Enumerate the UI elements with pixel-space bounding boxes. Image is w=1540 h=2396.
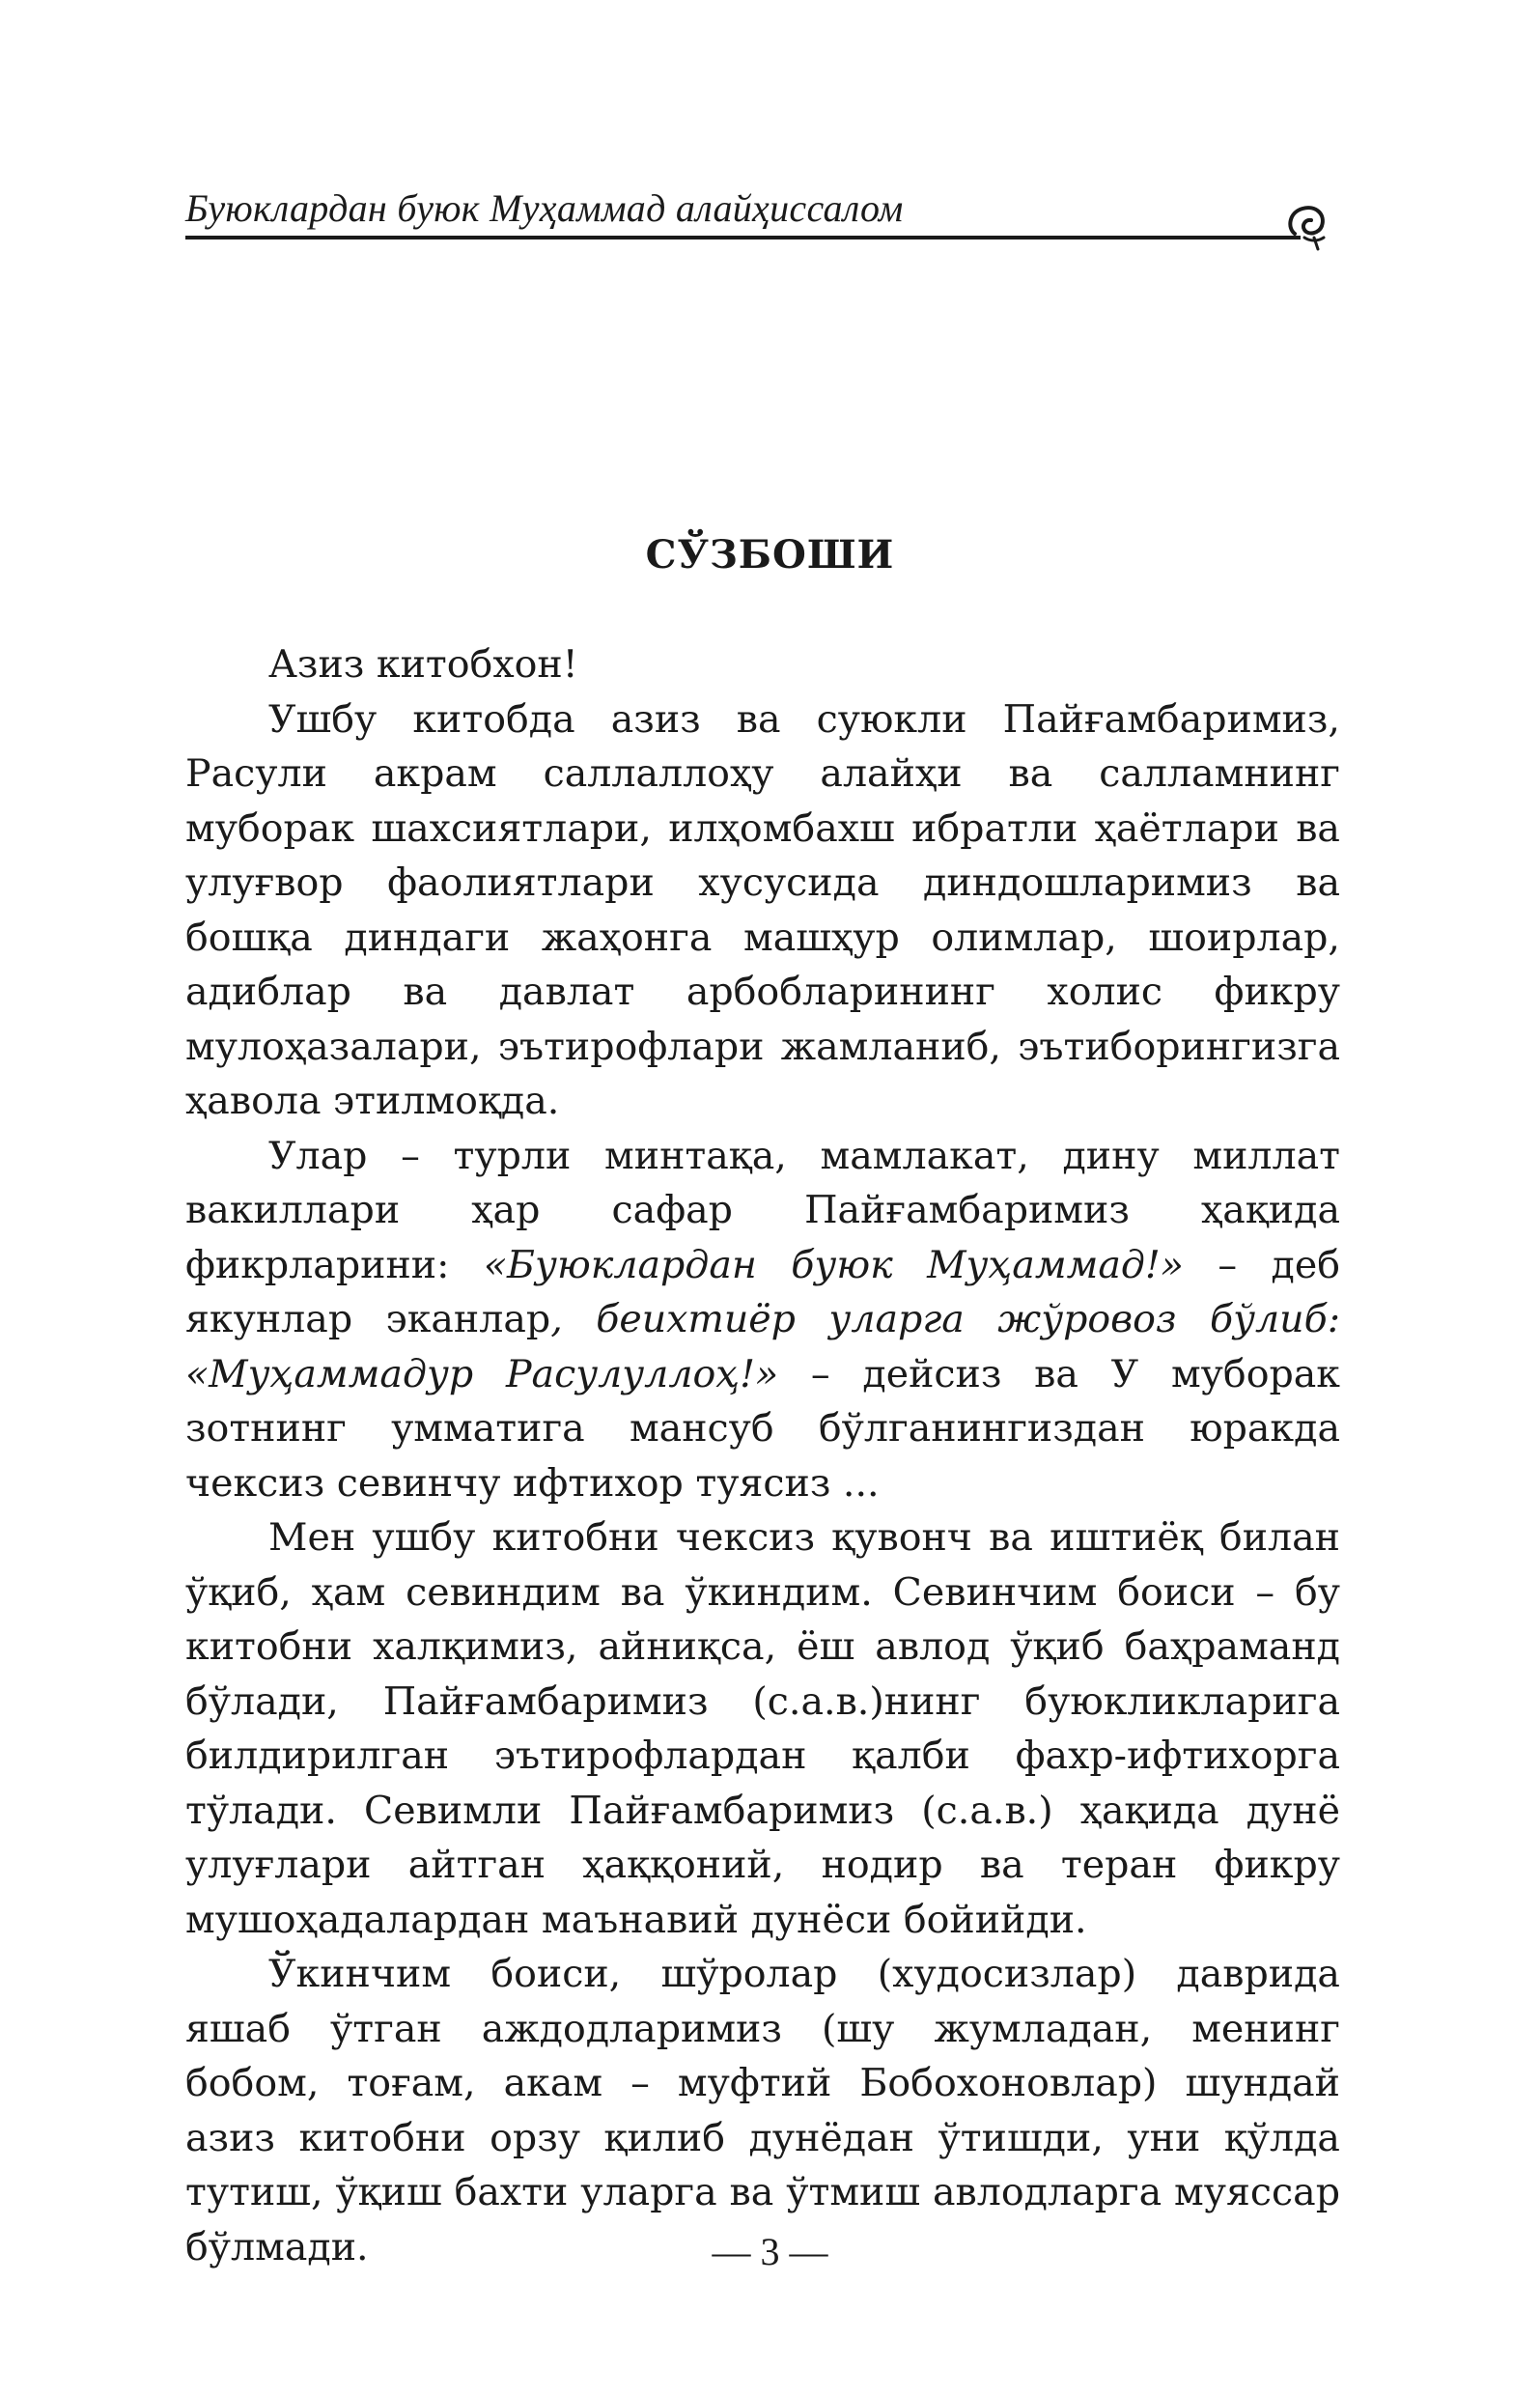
paragraph-2 (185, 1129, 1340, 1511)
paragraph-2-text-c: – деб якунлар эканлар (185, 1242, 1341, 1341)
quote-muhammadur-rasulullah: , беихтиёр уларга жўровоз бўлиб: «Муҳаммадур Расулуллоҳ!» (185, 1297, 1340, 1396)
page-number: — 3 — (712, 2230, 828, 2273)
paragraph-4: Ўкинчим боиси, шўролар (худосизлар) даврида яшаб ўтган аждодларимиз (шу жумладан, менинг бобом, тоғам, акам – муфтий Бобохоновлар) шундай азиз китобни орзу қилиб дунёдан ўтишди, уни қўлда тутиш, ўқиш бахти уларга ва ўтмиш авлодларга муяссар бўлмади. (185, 1952, 1340, 2269)
paragraph-2-text-e: – дейсиз ва У муборак зотнинг умматига мансуб бўлганингиздан юракда чексиз севинчу ифтихор туясиз ... (185, 1351, 1340, 1506)
running-head-rule (185, 236, 1301, 240)
running-head-title: Буюклардан буюк Муҳаммад алайҳиссалом (185, 186, 904, 230)
greeting: Азиз китобхон! (268, 642, 578, 687)
paragraph-1: Ушбу китобда азиз ва суюкли Пайғамбаримиз, Расули акрам саллаллоҳу алайҳи ва салламнинг муборак шахсиятлари, илҳомбахш ибратли ҳаётлари ва улуғвор фаолиятлари хусусида диндошларимиз ва бошқа диндаги жаҳонга машҳур олимлар, шоирлар, адиблар ва давлат арбобларининг холис фикру мулоҳазалари, эътирофлари жамланиб, эътиборингизга ҳавола этилмоқда. (185, 696, 1340, 1123)
foreword-body (185, 637, 1340, 2274)
chapter-title: СЎЗБОШИ (645, 531, 895, 578)
running-head (185, 185, 1344, 243)
paragraph-3: Мен ушбу китобни чексиз қувонч ва иштиёқ билан ўқиб, ҳам севиндим ва ўкиндим. Севинчим боиси – бу китобни халқимиз, айниқса, ёш авлод ўқиб баҳраманд бўлади, Пайғамбаримиз (с.а.в.)нинг буюкликларига билдирилган эътирофлардан қалби фахр-ифтихорга тўлади. Севимли Пайғамбаримиз (с.а.в.) ҳақида дунё улуғлари айтган ҳаққоний, нодир ва теран фикру мушоҳадалардан маънавий дунёси бойийди. (185, 1515, 1340, 1942)
swirl-ornament-icon (1281, 195, 1339, 253)
quote-greatest-of-great: «Буюклардан буюк Муҳаммад!» (483, 1242, 1184, 1287)
paragraph-2-text-a: Улар – турли минтақа, мамлакат, дину миллат вакиллари ҳар сафар Пайғамбаримиз ҳақида фикрларини: (185, 1133, 1340, 1287)
